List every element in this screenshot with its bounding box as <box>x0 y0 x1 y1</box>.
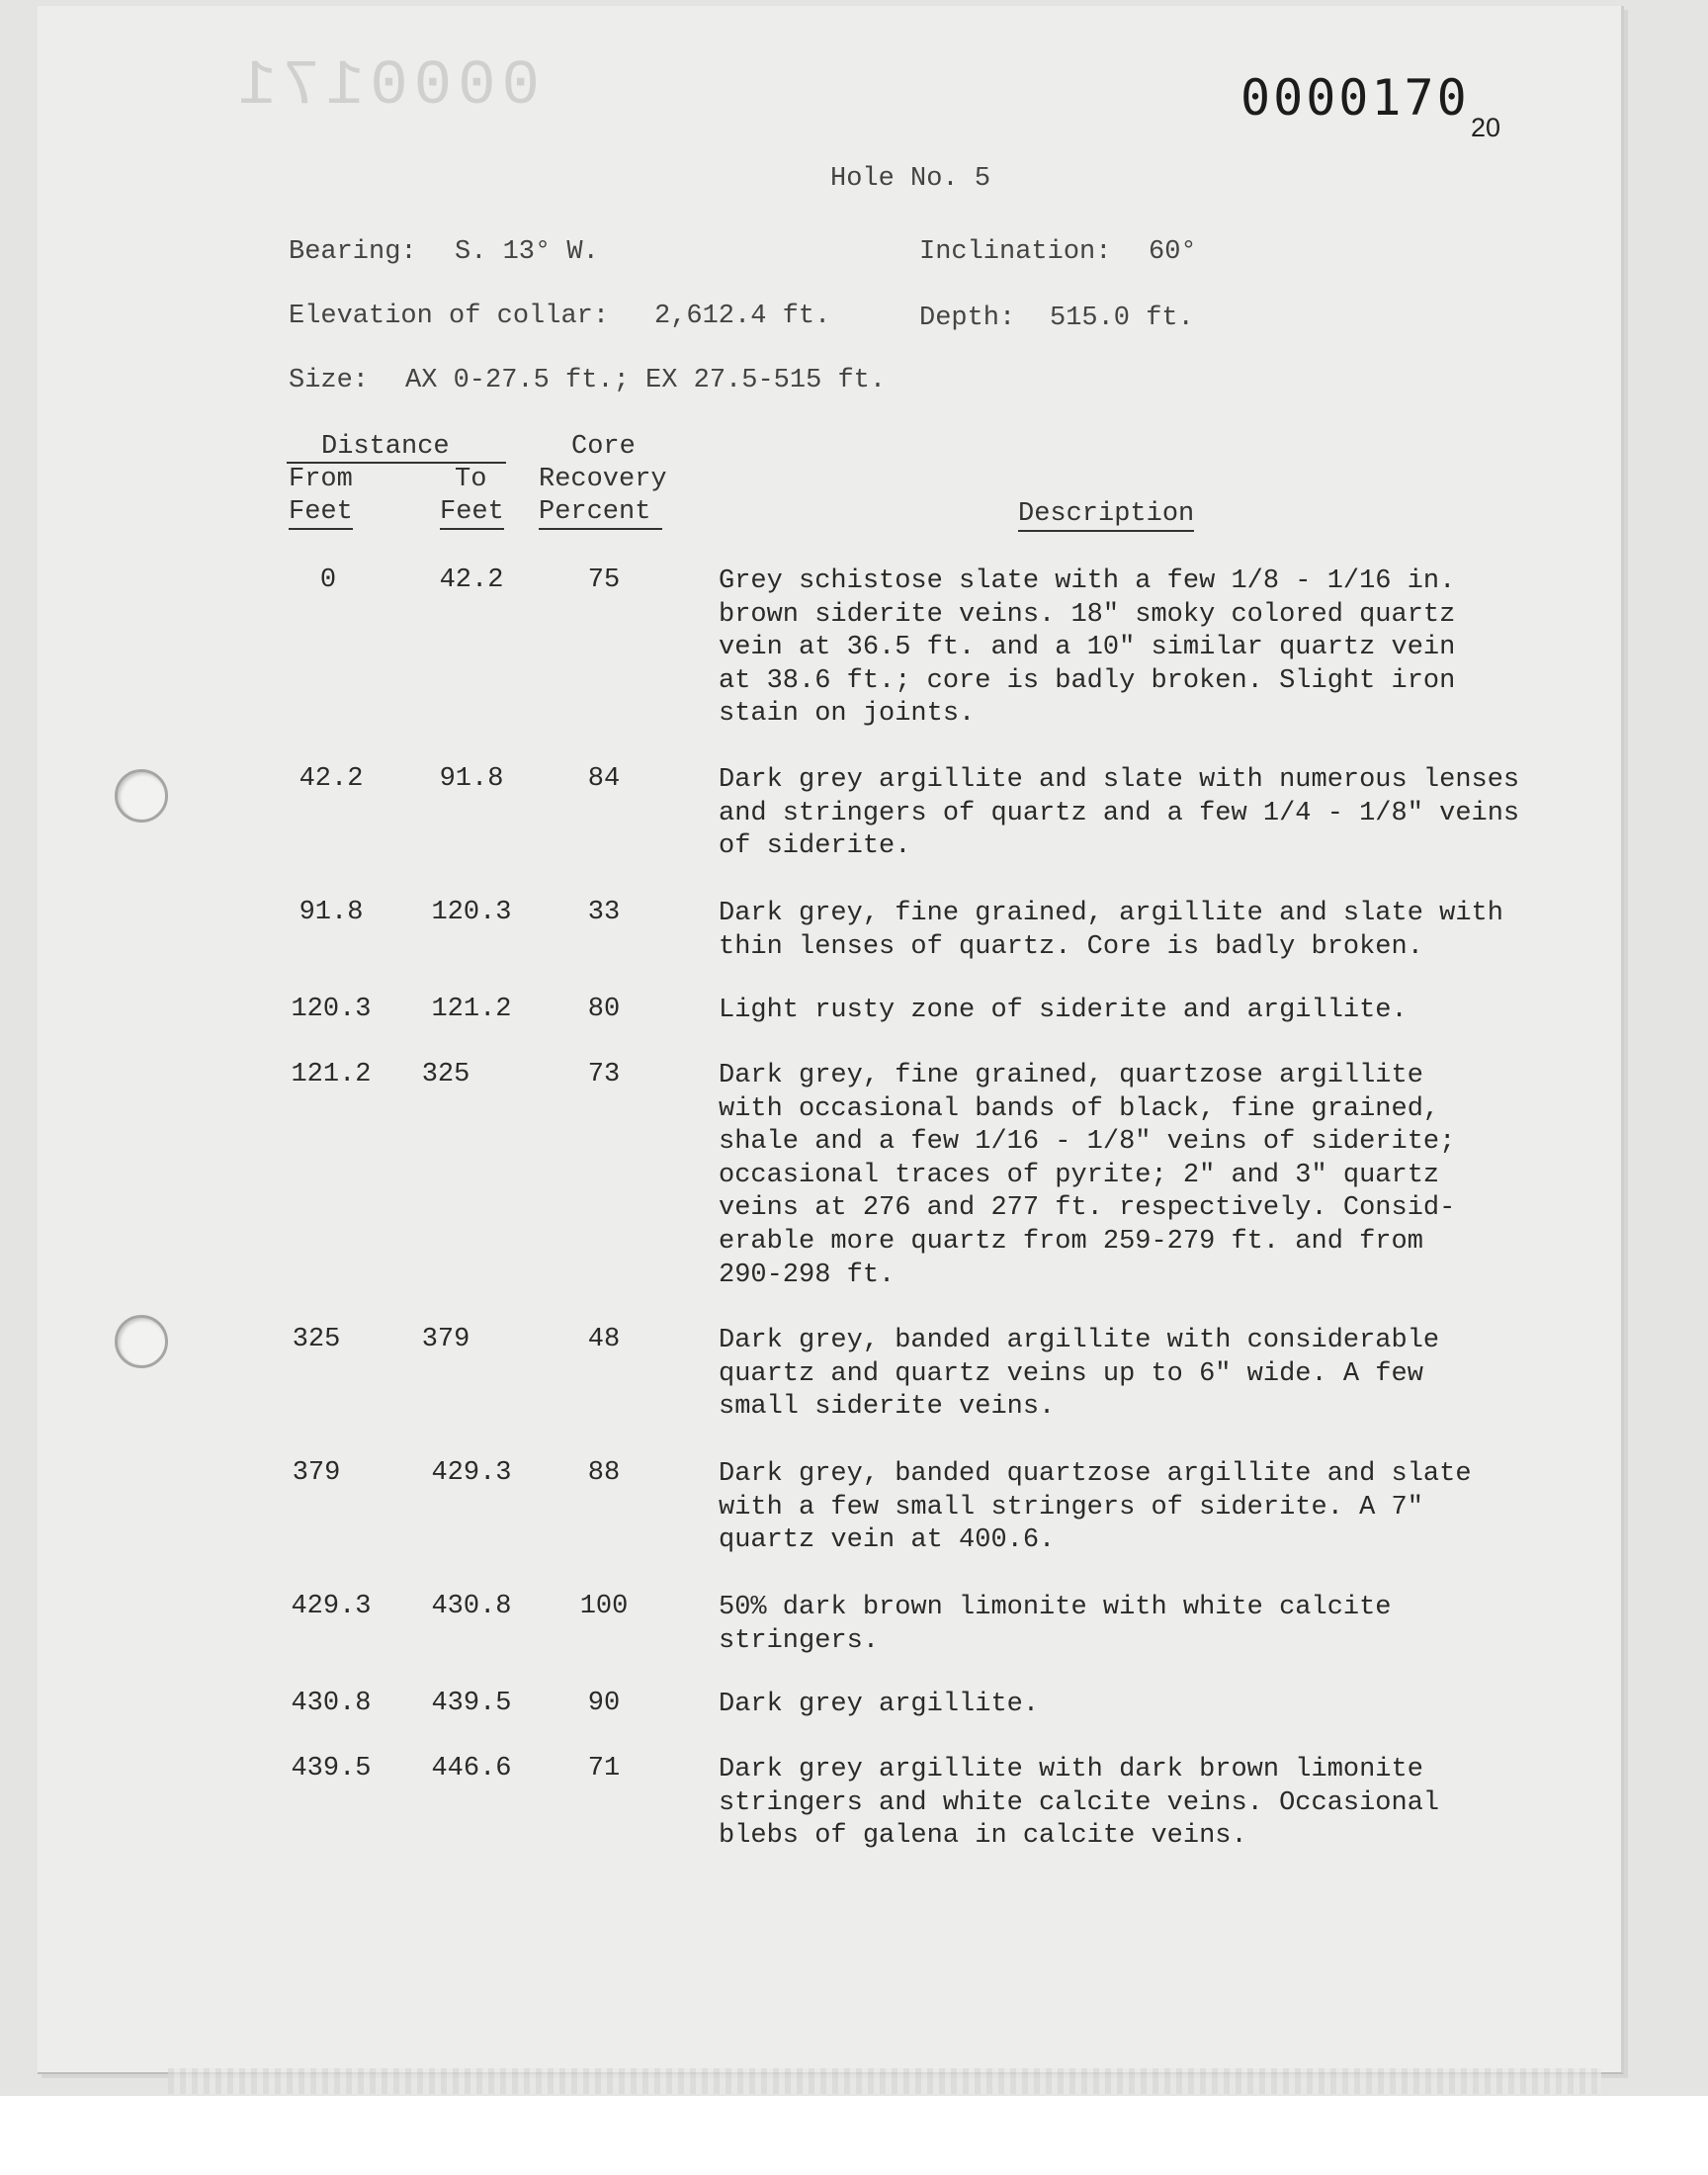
row-3-description <box>719 898 1579 964</box>
hole-punch-top <box>115 769 168 823</box>
description-line: shale and a few 1/16 - 1/8" veins of siderite; <box>719 1127 1456 1158</box>
description-line: Dark grey, fine grained, argillite and slate with <box>719 899 1503 928</box>
row-7-core: 88 <box>587 1458 621 1488</box>
description-line: vein at 36.5 ft. and a 10" similar quartz vein <box>719 633 1456 663</box>
description-line: Dark grey argillite and slate with numerous lenses <box>719 765 1520 795</box>
row-2-core: 84 <box>587 764 621 794</box>
size-value: AX 0-27.5 ft.; EX 27.5-515 ft. <box>405 366 887 395</box>
row-7-description <box>719 1458 1579 1558</box>
bearing-value: S. 13° W. <box>455 237 599 267</box>
row-4-core: 80 <box>587 995 621 1024</box>
description-line: small siderite veins. <box>719 1392 1056 1423</box>
description-line: and stringers of quartz and a few 1/4 - 1/8" veins <box>719 798 1520 828</box>
row-6-to: 379 <box>421 1325 470 1354</box>
row-3-from: 91.8 <box>299 898 364 927</box>
row-2-to: 91.8 <box>439 764 504 794</box>
description-line: 290-298 ft. <box>719 1260 896 1290</box>
header-core: Core <box>571 432 636 462</box>
row-3-to: 120.3 <box>431 898 512 927</box>
description-line: Grey schistose slate with a few 1/8 - 1/16 in. <box>719 566 1456 596</box>
row-1-core: 75 <box>587 566 621 595</box>
row-6-core: 48 <box>587 1325 621 1354</box>
header-from: From <box>289 465 353 494</box>
description-line: Dark grey, banded quartzose argillite and slate <box>719 1459 1472 1489</box>
ghost-bleed-through-number: 0000171 <box>232 51 540 123</box>
description-line: with occasional bands of black, fine grained, <box>719 1093 1440 1124</box>
row-10-description <box>719 1754 1579 1854</box>
depth-value: 515.0 ft. <box>1050 304 1194 333</box>
row-7-to: 429.3 <box>431 1458 512 1488</box>
description-line: stringers. <box>719 1625 880 1656</box>
size-label: Size: <box>289 366 370 395</box>
row-2-description <box>719 764 1579 864</box>
description-line: quartz and quartz veins up to 6" wide. A few <box>719 1358 1423 1389</box>
row-3-core: 33 <box>587 898 621 927</box>
inclination-value: 60° <box>1149 237 1197 267</box>
row-7-from: 379 <box>292 1458 341 1488</box>
header-to: To <box>455 465 487 494</box>
row-8-from: 429.3 <box>291 1592 372 1621</box>
header-feet-to: Feet <box>440 497 504 530</box>
row-1-description <box>719 566 1579 732</box>
description-line: Dark grey argillite with dark brown limonite <box>719 1755 1423 1784</box>
row-10-to: 446.6 <box>431 1754 512 1784</box>
document-stamp-number: 0000170 <box>1240 69 1470 127</box>
row-4-to: 121.2 <box>431 995 512 1024</box>
row-1-to: 42.2 <box>439 566 504 595</box>
page-title: Hole No. 5 <box>830 164 991 194</box>
inclination-label: Inclination: <box>919 237 1112 267</box>
header-distance-underline <box>287 462 506 464</box>
row-2-from: 42.2 <box>299 764 364 794</box>
row-6-description <box>719 1325 1579 1425</box>
elevation-label: Elevation of collar: <box>289 302 610 331</box>
row-8-description <box>719 1592 1579 1658</box>
description-line: brown siderite veins. 18" smoky colored quartz <box>719 599 1456 630</box>
header-description: Description <box>1018 499 1194 532</box>
page-number: 20 <box>1471 113 1501 142</box>
description-line: Dark grey, fine grained, quartzose argillite <box>719 1061 1423 1090</box>
row-9-core: 90 <box>587 1689 621 1718</box>
description-line: Dark grey argillite. <box>719 1690 1040 1719</box>
elevation-value: 2,612.4 ft. <box>654 302 831 331</box>
row-6-from: 325 <box>292 1325 341 1354</box>
description-line: Dark grey, banded argillite with considerable <box>719 1326 1440 1355</box>
description-line: blebs of galena in calcite veins. <box>719 1821 1247 1852</box>
depth-label: Depth: <box>919 304 1016 333</box>
description-line: thin lenses of quartz. Core is badly broken. <box>719 931 1423 962</box>
description-line: with a few small stringers of siderite. A 7" <box>719 1492 1423 1522</box>
row-8-to: 430.8 <box>431 1592 512 1621</box>
description-line: quartz vein at 400.6. <box>719 1525 1056 1556</box>
description-line: erable more quartz from 259-279 ft. and from <box>719 1226 1423 1257</box>
header-feet-from: Feet <box>289 497 353 530</box>
description-line: veins at 276 and 277 ft. respectively. Consid- <box>719 1193 1456 1224</box>
row-1-from: 0 <box>319 566 337 595</box>
hole-punch-bottom <box>115 1315 168 1368</box>
row-5-core: 73 <box>587 1060 621 1089</box>
description-line: occasional traces of pyrite; 2" and 3" quartz <box>719 1160 1440 1190</box>
row-9-from: 430.8 <box>291 1689 372 1718</box>
row-10-from: 439.5 <box>291 1754 372 1784</box>
row-5-to: 325 <box>421 1060 470 1089</box>
row-10-core: 71 <box>587 1754 621 1784</box>
description-line: 50% dark brown limonite with white calcite <box>719 1593 1392 1622</box>
header-recovery: Recovery <box>539 465 667 494</box>
description-line: at 38.6 ft.; core is badly broken. Slight iron <box>719 665 1456 696</box>
row-8-core: 100 <box>579 1592 629 1621</box>
description-line: of siderite. <box>719 831 911 862</box>
row-4-from: 120.3 <box>291 995 372 1024</box>
description-line: stain on joints. <box>719 699 976 730</box>
bearing-label: Bearing: <box>289 237 417 267</box>
description-line: Light rusty zone of siderite and argillite. <box>719 996 1408 1025</box>
row-5-description <box>719 1060 1579 1292</box>
description-line: stringers and white calcite veins. Occasional <box>719 1787 1440 1818</box>
row-5-from: 121.2 <box>291 1060 372 1089</box>
row-9-description <box>719 1689 1579 1722</box>
scan-edge-strip <box>168 2068 1601 2094</box>
row-9-to: 439.5 <box>431 1689 512 1718</box>
row-4-description <box>719 995 1579 1028</box>
header-distance: Distance <box>321 432 450 462</box>
header-percent: Percent <box>539 497 662 530</box>
